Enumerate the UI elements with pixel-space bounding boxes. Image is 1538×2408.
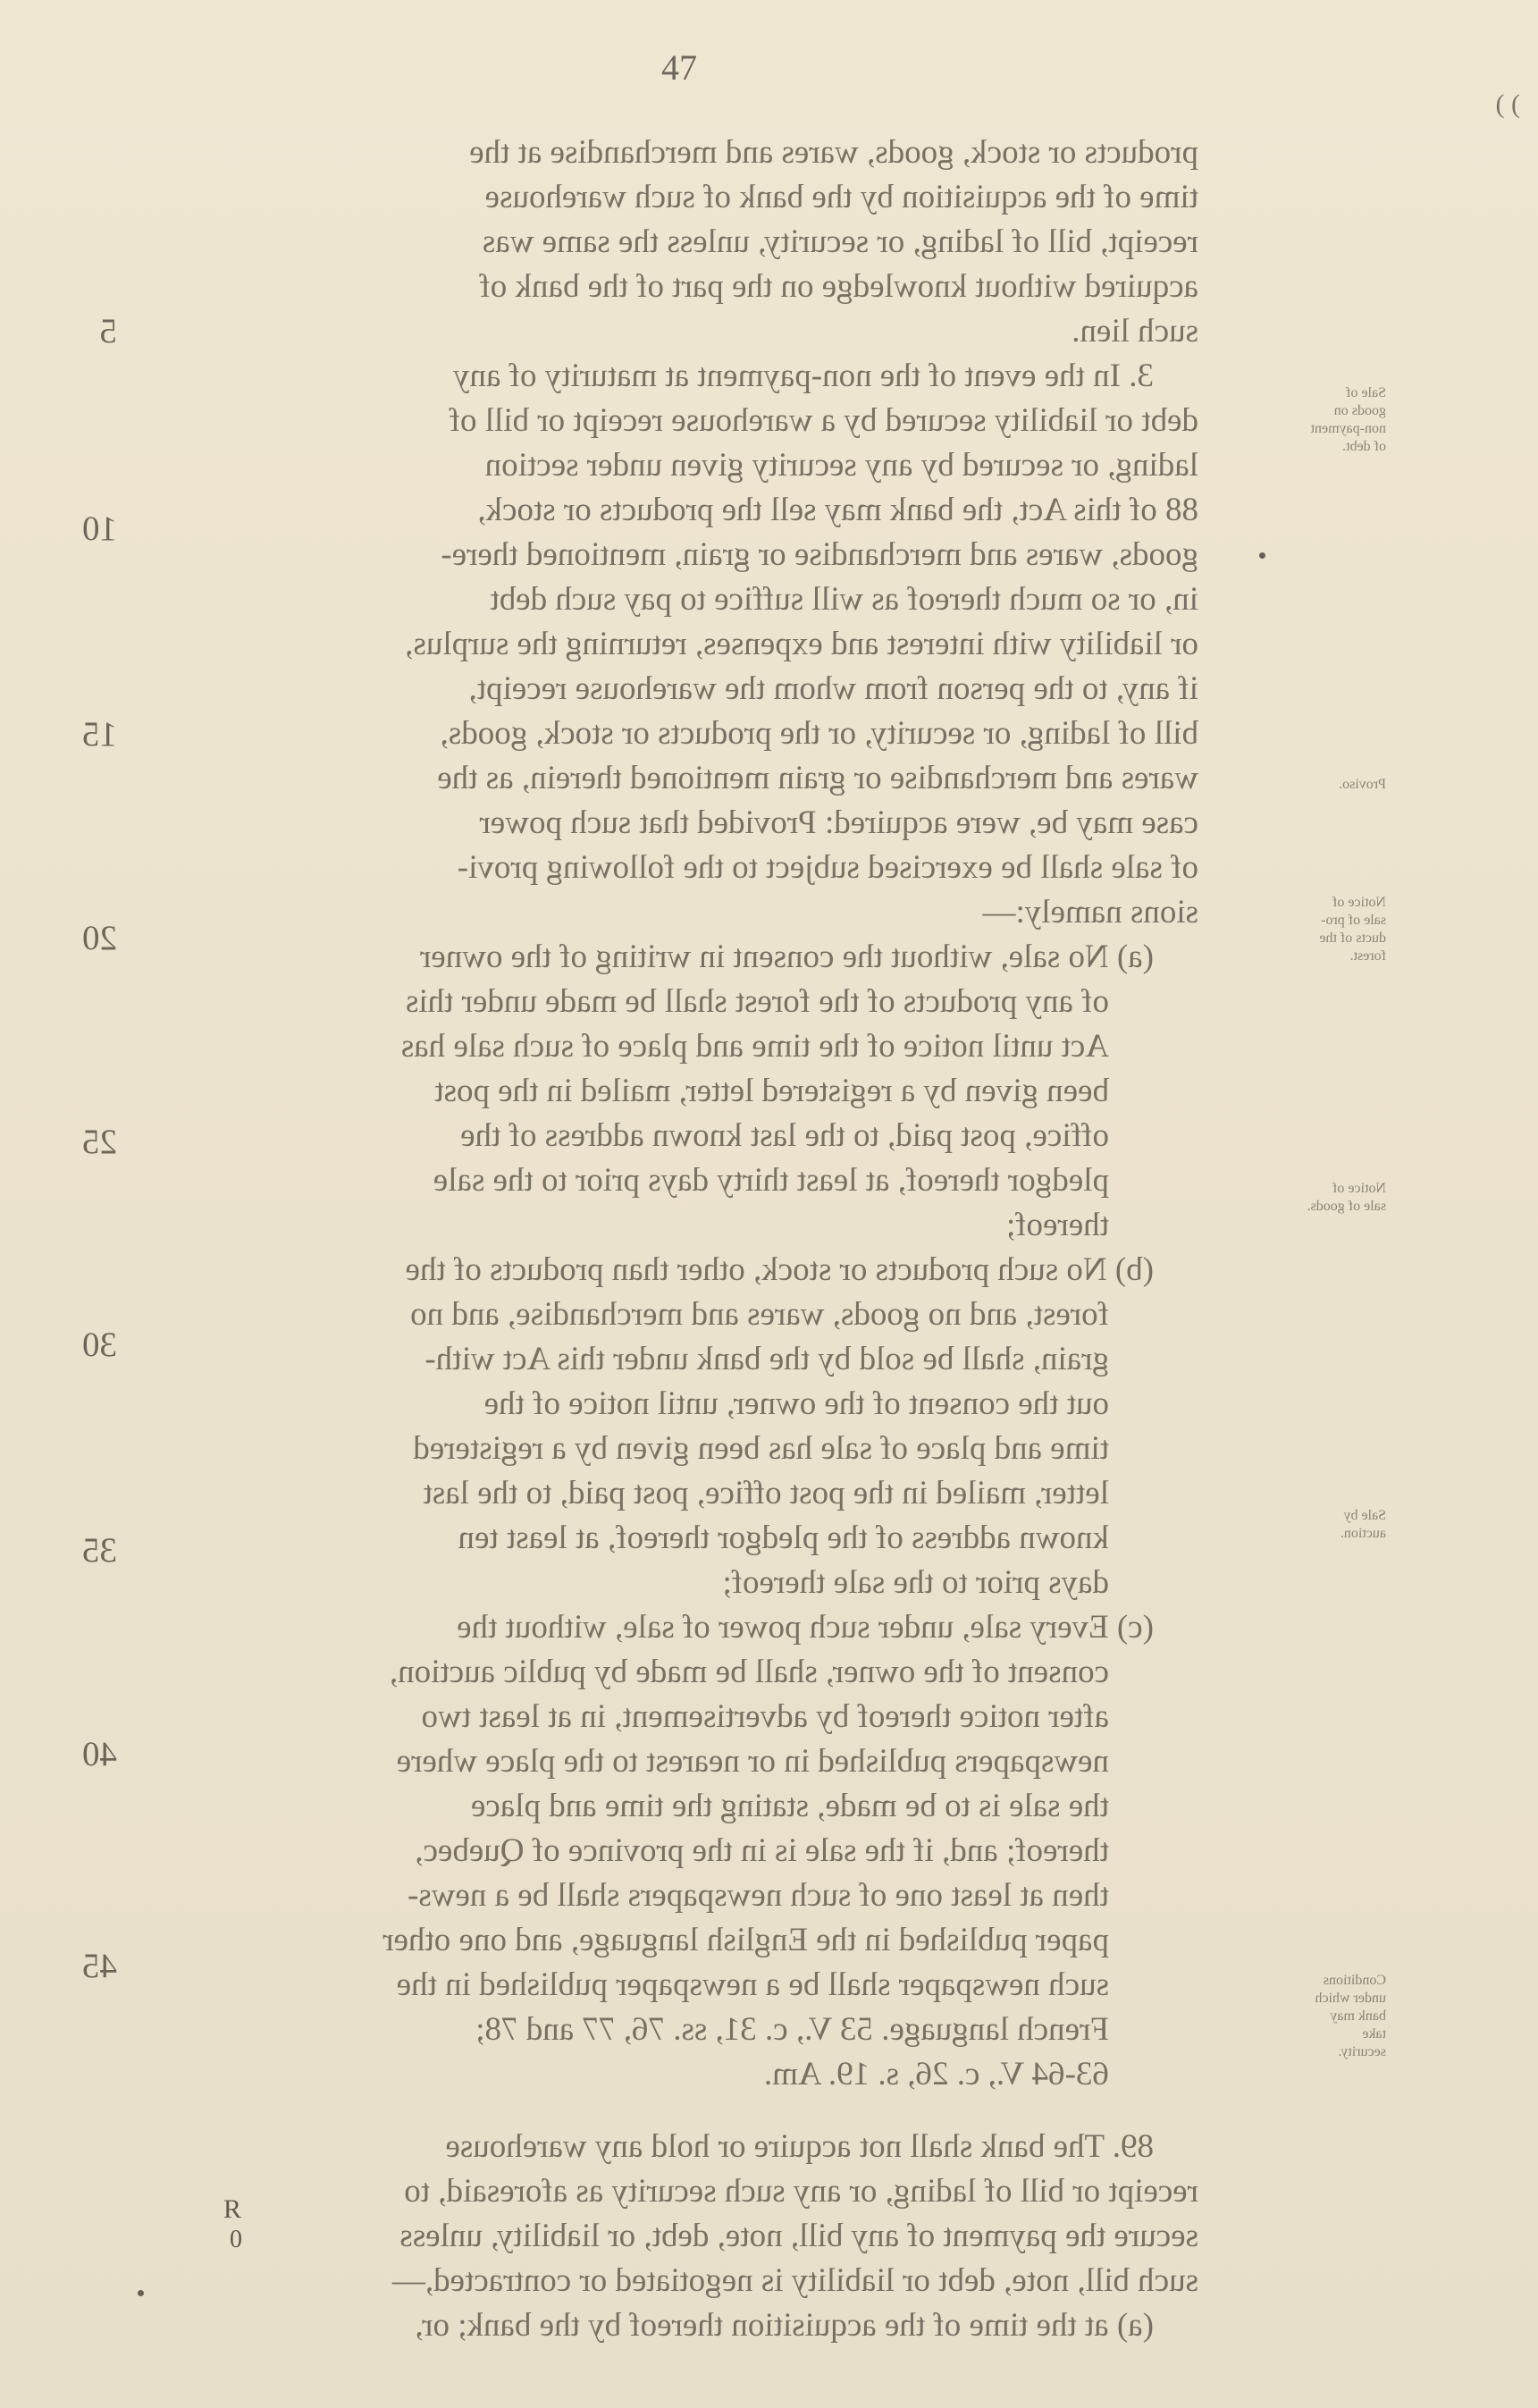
margin-note: under which [1315, 1991, 1386, 2006]
line-number: 20 [82, 919, 117, 957]
body-text-line: out the consent of the owner, until notice of the [483, 1385, 1109, 1422]
body-text-line: acquired without knowledge on the part of the bank of [479, 268, 1198, 305]
body-text-line: (a) No sale, without the consent in writing of the owner [420, 939, 1154, 975]
body-text-line: been given by a registered letter, mailed in the post [434, 1073, 1109, 1109]
line-number: 5 [99, 312, 117, 350]
edge-mark: ( ( [1495, 89, 1520, 119]
line-number: 10 [82, 509, 117, 548]
body-text-line: newspapers published in or nearest to the place where [396, 1743, 1109, 1780]
margin-note: of debt. [1342, 439, 1386, 454]
body-text-line: such bill, note, debt or liability is negotiated or contracted,— [391, 2262, 1198, 2299]
line-number: 35 [82, 1531, 117, 1570]
body-text-line: the sale is to be made, stating the time and place [470, 1788, 1109, 1824]
body-text-line: letter, mailed in the post office, post paid, to the last [423, 1475, 1109, 1511]
line-number: 40 [82, 1735, 117, 1773]
body-text-line: (a) at the time of the acquisition thereof by the bank; or, [415, 2307, 1154, 2344]
margin-note: Notice of [1332, 895, 1386, 910]
margin-note: Conditions [1323, 1973, 1386, 1988]
margin-note: goods on [1333, 403, 1386, 418]
body-text-line: paper published in the English language, and one other [382, 1922, 1109, 1958]
line-number: 25 [82, 1123, 117, 1161]
body-text-line: 89. The bank shall not acquire or hold any warehouse [445, 2128, 1154, 2165]
body-text-line: of any products of the forest shall be made under this [405, 983, 1109, 1020]
body-text-line: 88 of this Act, the bank may sell the products or stock, [477, 492, 1198, 528]
margin-note: ducts of the [1319, 930, 1386, 946]
body-text-line: 3. In the event of the non-payment at maturity of any [453, 358, 1154, 394]
margin-note: security. [1338, 2044, 1386, 2059]
body-text-line: pledgor thereof, at least thirty days prior to the sale [433, 1162, 1109, 1199]
ink-speck [1259, 552, 1265, 559]
margin-note: Sale of [1346, 385, 1386, 400]
footer-mark: 0 [230, 2226, 242, 2253]
body-text-line: wares and merchandise or grain mentioned therein, as the [437, 760, 1198, 796]
margin-note: Sale by [1343, 1508, 1386, 1523]
body-text-line: grain, shall be sold by the bank under this Act with- [424, 1341, 1109, 1377]
margin-note: take [1362, 2026, 1386, 2042]
body-text-line: if any, to the person from whom the warehouse receipt, [468, 670, 1198, 707]
body-text-line: case may be, were acquired: Provided that such power [479, 804, 1198, 841]
body-text-line: days prior to the sale thereof; [722, 1564, 1109, 1601]
margin-note: sale of goods. [1307, 1199, 1386, 1214]
body-text-line: forest, and no goods, wares and merchandise, and no [410, 1296, 1109, 1333]
body-text-line: lading, or secured by any security given under section [484, 447, 1198, 484]
body-text-line: office, post paid, to the last known address of the [460, 1117, 1109, 1154]
body-text-line: time of the acquisition by the bank of such warehouse [484, 179, 1198, 215]
footer-mark: R [223, 2194, 242, 2224]
line-number: 15 [82, 715, 117, 754]
body-text-line: or liability with interest and expenses, returning the surplus, [405, 626, 1198, 662]
body-text-line: such lien. [1072, 313, 1198, 349]
body-text-line: thereof; [1005, 1207, 1109, 1243]
body-text-line: 63-64 V., c. 26, s. 19. Am. [763, 2056, 1109, 2092]
body-text-line: after notice thereof by advertisement, in at least two [421, 1698, 1109, 1735]
body-text-line: secure the payment of any bill, note, debt, or liability, unless [399, 2218, 1198, 2254]
body-text-line: French language. 53 V., c. 31, ss. 76, 77 and 78; [475, 2011, 1109, 2048]
page-number: 47 [661, 47, 697, 88]
body-text-line: such newspaper shall be a newspaper published in the [396, 1966, 1109, 2003]
body-text-line: time and place of sale has been given by a registered [413, 1430, 1109, 1467]
body-text-line: products or stock, goods, wares and merchandise at the [469, 134, 1198, 171]
line-number: 30 [82, 1326, 117, 1364]
margin-note: sale of pro- [1321, 913, 1386, 928]
margin-note: forest. [1349, 948, 1386, 964]
margin-note: non-payment [1310, 421, 1386, 436]
margin-note: auction. [1340, 1526, 1386, 1541]
body-text-line: thereof; and, if the sale is in the province of Quebec, [415, 1832, 1109, 1869]
body-text-line: in, or so much thereof as will suffice to pay such debt [490, 581, 1198, 618]
body-text-line: consent of the owner, shall be made by public auction, [389, 1654, 1109, 1690]
body-text-line: (c) Every sale, under such power of sale, without the [457, 1609, 1154, 1646]
ink-speck [138, 2290, 144, 2296]
body-text-line: goods, wares and merchandise or grain, mentioned there- [441, 536, 1198, 573]
margin-note: Notice of [1332, 1181, 1386, 1196]
body-text-line: debt or liability secured by a warehouse receipt or bill of [449, 402, 1198, 439]
margin-note: bank may [1330, 2008, 1386, 2024]
line-number: 45 [82, 1947, 117, 1985]
body-text-line: then at least one of such newspapers shall be a news- [408, 1877, 1109, 1914]
margin-note: Proviso. [1339, 777, 1386, 792]
body-text-line: (b) No such products or stock, other than products of the [405, 1251, 1154, 1288]
body-text-line: bill of lading, or security, or the products or stock, goods, [440, 715, 1198, 752]
body-text-line: receipt or bill of lading, or any such security as aforesaid, to [404, 2173, 1198, 2210]
body-text-line: sions namely:— [982, 894, 1198, 930]
body-text-line: of sale shall be exercised subject to the following provi- [457, 849, 1198, 886]
body-text-line: receipt, bill of lading, or security, unless the same was [482, 223, 1198, 260]
body-text-line: known address of the pledgor thereof, at least ten [458, 1520, 1109, 1556]
body-text-line: Act until notice of the time and place of such sale has [400, 1028, 1109, 1065]
